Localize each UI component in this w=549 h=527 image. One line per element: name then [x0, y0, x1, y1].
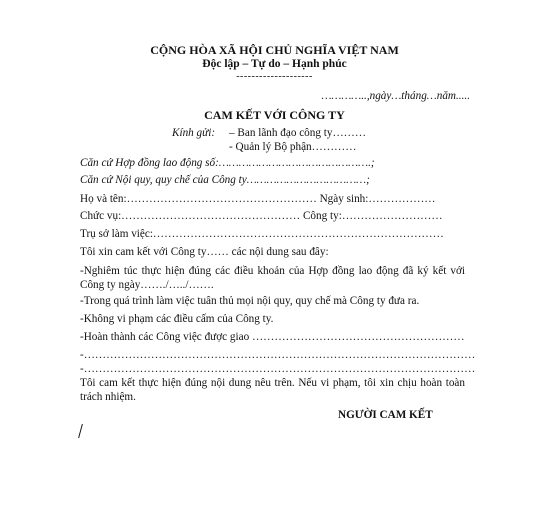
- name-birthdate-field: Họ và tên:…………………………………………… Ngày sinh:………………: [80, 193, 436, 205]
- signature-label: NGƯỜI CAM KẾT: [338, 409, 433, 421]
- commitment-item-6: -……………………………………………………………………………………………: [80, 363, 476, 375]
- commitment-item-4: -Hoàn thành các Công việc được giao …………………………………………………: [80, 331, 465, 343]
- basis-contract: Căn cứ Hợp đồng lao động số:……………………………………….;: [80, 157, 375, 169]
- motto: Độc lập – Tự do – Hạnh phúc: [202, 58, 347, 70]
- closing-statement: Tôi cam kết thực hiện đúng nội dung nêu trên. Nếu vi phạm, tôi xin chịu hoàn toàn trách nhiệm.: [80, 377, 465, 403]
- recipient-line-2: - Quản lý Bộ phận…………: [229, 141, 357, 153]
- nation-heading: CỘNG HÒA XÃ HỘI CHỦ NGHĨA VIỆT NAM: [150, 43, 399, 57]
- recipient-label: Kính gửi:: [172, 127, 216, 139]
- position-company-field: Chức vụ:………………………………………… Công ty:………………………: [80, 210, 443, 222]
- text-cursor: [78, 424, 83, 438]
- document-title: CAM KẾT VỚI CÔNG TY: [204, 108, 345, 122]
- commitment-item-1: -Nghiêm túc thực hiện đúng các điều khoản của Hợp đồng lao động đã ký kết với Công ty ngày……./…../…….: [80, 265, 465, 291]
- commitment-item-5: -……………………………………………………………………………………………: [80, 349, 476, 361]
- date-line: …………..,ngày…tháng…năm.....: [321, 90, 470, 102]
- commitment-intro: Tôi xin cam kết với Công ty…… các nội dung sau đây:: [80, 246, 329, 258]
- header-divider: --------------------: [236, 71, 313, 82]
- commitment-item-3: -Không vi phạm các điều cấm của Công ty.: [80, 313, 274, 325]
- office-field: Trụ sở làm việc:……………………………………………………………………: [80, 228, 444, 240]
- basis-regulations: Căn cứ Nội quy, quy chế của Công ty………………………………;: [80, 174, 370, 186]
- commitment-item-2: -Trong quá trình làm việc tuân thủ mọi nội quy, quy chế mà Công ty đưa ra.: [80, 295, 420, 307]
- recipient-line-1: – Ban lãnh đạo công ty………: [229, 127, 367, 139]
